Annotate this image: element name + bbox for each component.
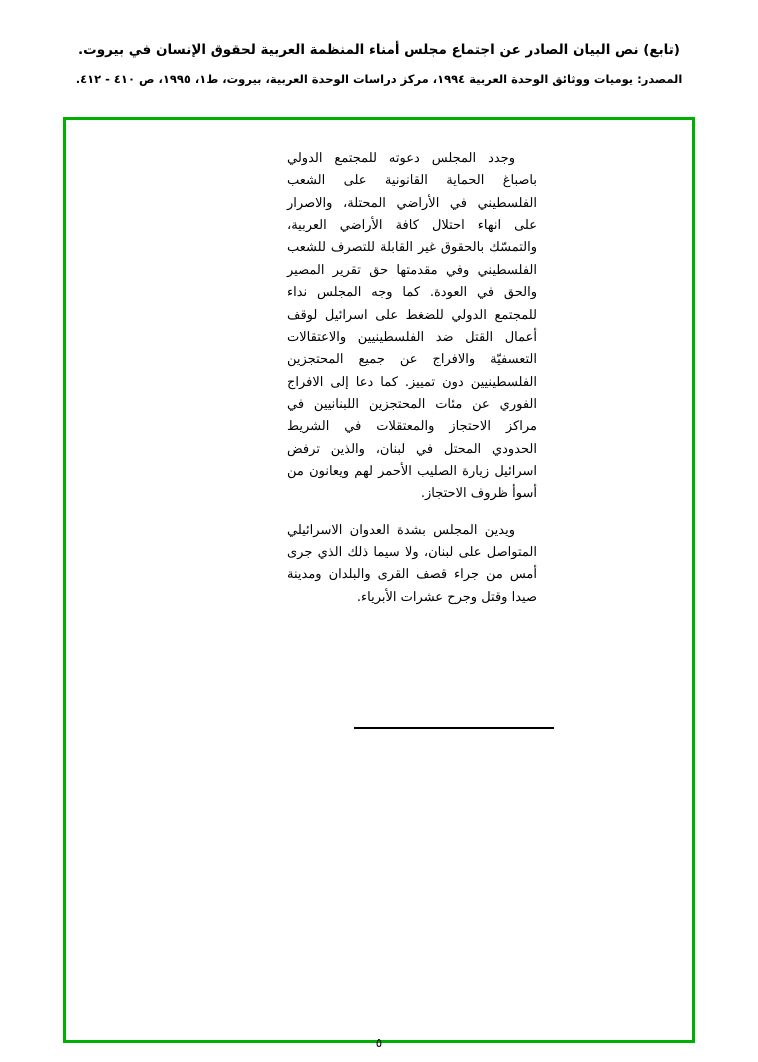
document-body xyxy=(287,148,537,609)
header-source-line: المصدر: يوميات ووثائق الوحدة العربية ١٩٩٤، مركز دراسات الوحدة العربية، بيروت، ط١، ١٩٩٥، ص ٤١٠ - ٤١٢. xyxy=(75,72,683,87)
green-bordered-content-frame xyxy=(63,117,695,1043)
page-number: ٥ xyxy=(375,1036,383,1050)
header-title: (تابع) نص البيان الصادر عن اجتماع مجلس أمناء المنظمة العربية لحقوق الإنسان في بيروت. xyxy=(78,42,680,58)
paragraph-2-text: ويدين المجلس بشدة العدوان الاسرائيلي المتواصل على لبنان، ولا سيما ذلك الذي جرى أمس من جراء قصف القرى والبلدان ومدينة صيدا وقتل وجرح عشرات الأبرياء. xyxy=(287,522,537,605)
horizontal-rule xyxy=(354,727,554,729)
paragraph-1 xyxy=(287,148,537,506)
page-header xyxy=(0,40,758,89)
paragraph-1-text: وجدد المجلس دعوته للمجتمع الدولي باصباغ الحماية القانونية على الشعب الفلسطيني في الأراضي المحتلة، والاصرار على انهاء احتلال كافة الأراضي العربية، والتمسّك بالحقوق غير القابلة للتصرف للشعب الفلسطيني وفي مقدمتها حق تقرير المصير والحق في العودة. كما وجه المجلس نداء للمجتمع الدولي للضغط على اسرائيل لوقف أعمال القتل ضد الفلسطينيين والاعتقالات التعسفيّة والافراج عن جميع المحتجزين الفلسطينيين دون تمييز. كما دعا إلى الافراج الفوري عن مئات المحتجزين اللبنانيين في مراكز الاحتجاز والمعتقلات في الشريط الحدودي المحتل في لبنان، والذين ترفض اسرائيل زيارة الصليب الأحمر لهم ويعانون من أسوأ ظروف الاحتجاز. xyxy=(287,151,537,502)
paragraph-2 xyxy=(287,520,537,609)
